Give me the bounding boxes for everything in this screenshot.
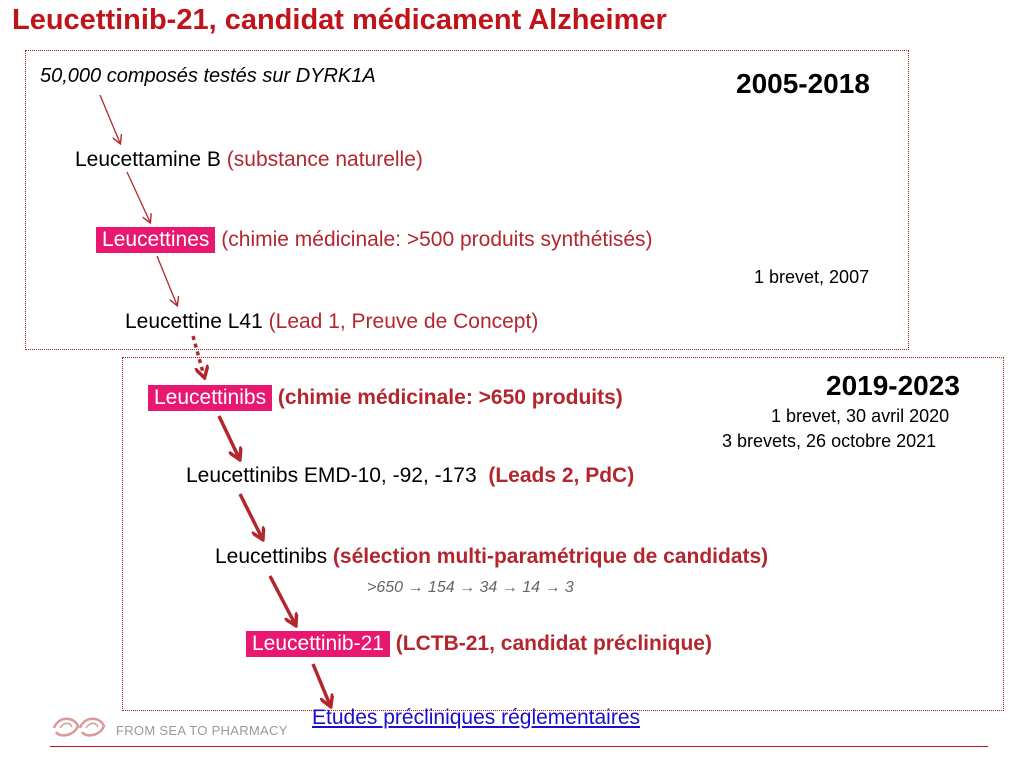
arrow-leucettines-to-l41 — [157, 256, 177, 305]
leucettinibs-highlight: Leucettinibs — [148, 385, 272, 411]
phase2-patent-2: 3 brevets, 26 octobre 2021 — [722, 431, 937, 451]
leucettamine-b-step — [75, 148, 423, 172]
arrow-screen-to-leucettamine — [100, 95, 120, 143]
leucettinibs-step — [148, 386, 623, 410]
emd-leads-step — [186, 464, 634, 488]
screening-text: 50,000 composés testés sur DYRK1A — [40, 65, 376, 87]
leucettamine-note: (substance naturelle) — [226, 148, 423, 171]
l41-name: Leucettine L41 — [125, 310, 263, 333]
phase2-period: 2019-2023 — [826, 370, 960, 401]
arrow-l41-to-leucettinibs — [193, 336, 204, 376]
sea-to-pharmacy-logo-icon — [50, 712, 110, 742]
selection-funnel: >650 → 154 → 34 → 14 → 3 — [367, 579, 574, 596]
selection-name: Leucettinibs — [215, 545, 328, 568]
leucettine-l41-step — [125, 310, 538, 334]
candidate-step — [246, 632, 712, 656]
arrow-leucettinibs-to-emd — [219, 416, 239, 458]
selection-step — [215, 545, 768, 569]
arrow-candidate-to-studies — [313, 664, 330, 705]
leucettines-note: (chimie médicinale: >500 produits synthétisés) — [221, 228, 653, 251]
preclinical-studies-link[interactable]: Etudes précliniques réglementaires — [312, 706, 641, 729]
leucettines-step — [96, 228, 653, 252]
candidate-highlight: Leucettinib-21 — [246, 631, 390, 657]
selection-note: (sélection multi-paramétrique de candidats) — [332, 545, 769, 568]
leucettines-highlight: Leucettines — [96, 227, 215, 253]
arrow-selection-to-candidate — [270, 576, 295, 624]
candidate-note: (LCTB-21, candidat préclinique) — [395, 632, 712, 655]
arrow-leucettamine-to-leucettines — [127, 172, 150, 222]
phase1-period: 2005-2018 — [736, 68, 870, 99]
emd-note: (Leads 2, PdC) — [488, 464, 635, 487]
l41-note: (Lead 1, Preuve de Concept) — [268, 310, 539, 333]
arrow-emd-to-selection — [240, 494, 262, 538]
leucettinibs-note: (chimie médicinale: >650 produits) — [277, 386, 623, 409]
footer-divider — [50, 746, 988, 747]
phase2-patent-1: 1 brevet, 30 avril 2020 — [771, 406, 950, 426]
emd-name: Leucettinibs EMD-10, -92, -173 — [186, 464, 477, 487]
slide-title: Leucettinib-21, candidat médicament Alzheimer — [12, 4, 667, 36]
leucettamine-name: Leucettamine B — [75, 148, 221, 171]
phase1-patent: 1 brevet, 2007 — [754, 267, 870, 287]
footer-brand: FROM SEA TO PHARMACY — [116, 723, 288, 738]
